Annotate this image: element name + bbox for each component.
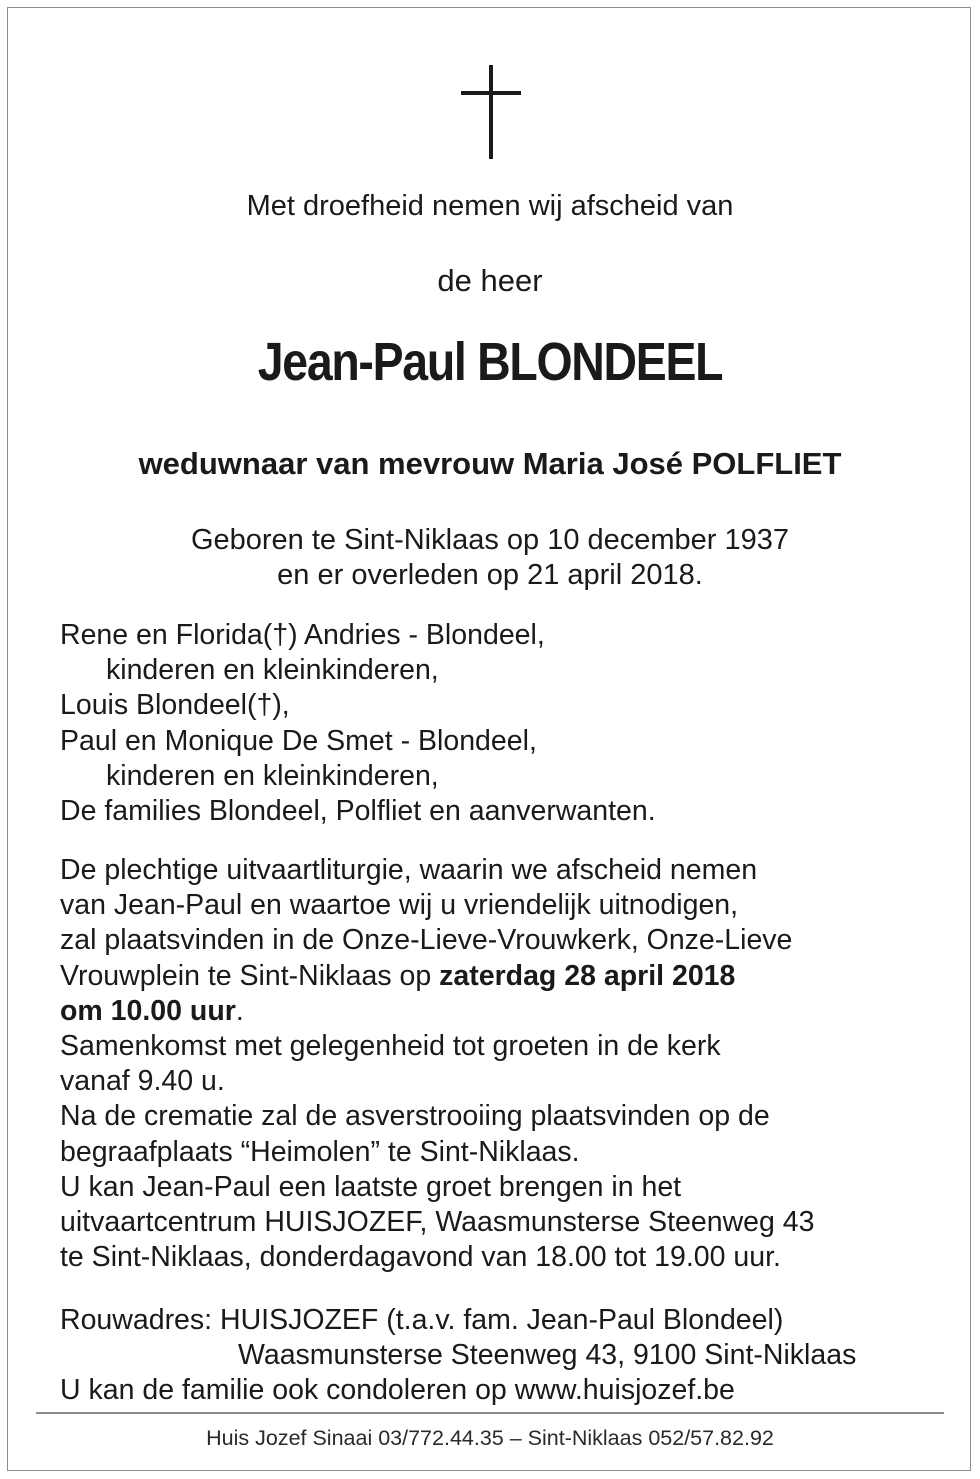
family-line: Paul en Monique De Smet - Blondeel, — [60, 724, 537, 757]
birth-death-block — [0, 523, 980, 593]
family-line: kinderen en kleinkinderen, — [106, 759, 439, 792]
ceremony-line: vanaf 9.40 u. — [60, 1065, 225, 1098]
ceremony-period: . — [235, 994, 244, 1027]
widow-of-line: weduwnaar van mevrouw Maria José POLFLIET — [138, 446, 842, 481]
born-line: Geboren te Sint-Niklaas op 10 december 1937 — [190, 524, 790, 556]
condolence-line: U kan de familie ook condoleren op www.huisjozef.be — [60, 1374, 735, 1407]
address-line: Waasmunsterse Steenweg 43, 9100 Sint-Niklaas — [238, 1339, 857, 1372]
ceremony-line: De plechtige uitvaartliturgie, waarin we afscheid nemen — [60, 854, 758, 886]
address-line: Rouwadres: HUISJOZEF (t.a.v. fam. Jean-Paul Blondeel) — [60, 1304, 784, 1336]
ceremony-text — [60, 853, 815, 1275]
ceremony-line: begraafplaats “Heimolen” te Sint-Niklaas. — [60, 1135, 580, 1168]
ceremony-line: U kan Jean-Paul een laatste groet brengen in het — [60, 1170, 682, 1203]
ceremony-time: om 10.00 uur — [60, 994, 236, 1027]
ceremony-line: van Jean-Paul en waartoe wij u vriendelijk uitnodigen, — [60, 889, 739, 922]
cross-icon — [461, 65, 521, 159]
footer-divider — [36, 1412, 944, 1414]
ceremony-line — [60, 994, 815, 1029]
ceremony-line: Na de crematie zal de asverstrooiing plaatsvinden op de — [60, 1100, 770, 1133]
ceremony-line: uitvaartcentrum HUISJOZEF, Waasmunsterse Steenweg 43 — [60, 1205, 815, 1238]
family-line: Louis Blondeel(†), — [60, 689, 290, 722]
family-line: De families Blondeel, Polfliet en aanverwanten. — [60, 794, 656, 827]
ceremony-line: Samenkomst met gelegenheid tot groeten in de kerk — [60, 1029, 721, 1062]
ceremony-date: zaterdag 28 april 2018 — [439, 959, 736, 992]
ceremony-line: zal plaatsvinden in de Onze-Lieve-Vrouwkerk, Onze-Lieve — [60, 924, 793, 957]
footer-contact: Huis Jozef Sinaai 03/772.44.35 – Sint-Niklaas 052/57.82.92 — [206, 1426, 774, 1450]
honorific: de heer — [437, 263, 543, 298]
ceremony-line — [60, 959, 815, 994]
family-line: Rene en Florida(†) Andries - Blondeel, — [60, 619, 545, 651]
deceased-name: Jean-Paul BLONDEEL — [257, 332, 723, 392]
ceremony-line: te Sint-Niklaas, donderdagavond van 18.00 tot 19.00 uur. — [60, 1241, 781, 1274]
mourning-address — [60, 1303, 856, 1409]
ceremony-place: Vrouwplein te Sint-Niklaas op — [60, 959, 440, 992]
intro-text: Met droefheid nemen wij afscheid van — [246, 190, 734, 222]
died-line: en er overleden op 21 april 2018. — [277, 559, 703, 591]
family-list — [60, 618, 656, 829]
family-line: kinderen en kleinkinderen, — [106, 654, 439, 687]
